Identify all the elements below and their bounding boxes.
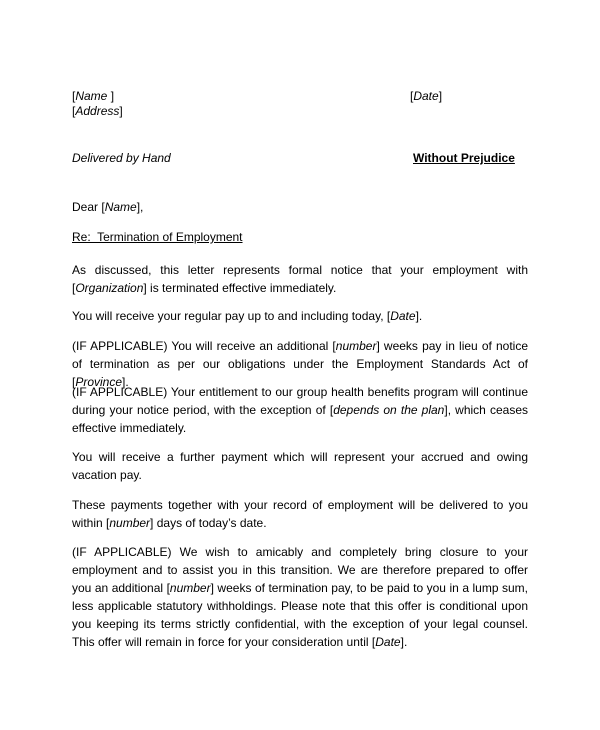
paragraph-notice: As discussed, this letter represents formal notice that your employment with [Organization] is terminated effective immediately. bbox=[72, 263, 528, 295]
address-line: [Address] bbox=[72, 104, 123, 118]
without-prejudice-label: Without Prejudice bbox=[413, 151, 515, 165]
paragraph-notice-pay: (IF APPLICABLE) You will receive an additional [number] weeks pay in lieu of notice of termination as per our obligations under the Employment Standards Act of [Province]. bbox=[72, 339, 529, 389]
salutation: Dear [Name], bbox=[72, 200, 144, 214]
paragraph-closure-offer: (IF APPLICABLE) We wish to amicably and completely bring closure to your employment and to assist you in this transition. We are therefore prepared to offer you an additional [number] weeks of termination pay, to be paid to you in a lump sum, less applicable statutory withholdings. Please note that this offer is conditional upon you keeping its terms strictly confidential, with the exception of your legal counsel. This offer will remain in force for your consideration until [Date]. bbox=[72, 545, 529, 649]
name-line: [Name ] bbox=[72, 89, 115, 103]
name-placeholder: Name bbox=[75, 89, 108, 103]
salutation-name: Name bbox=[104, 200, 137, 214]
address-placeholder: Address bbox=[75, 104, 120, 118]
date-line: [Date] bbox=[410, 89, 443, 103]
date-placeholder: Date bbox=[413, 89, 439, 103]
subject-line: Re: Termination of Employment bbox=[72, 230, 243, 244]
paragraph-record-of-employment: These payments together with your record of employment will be delivered to you within [number] days of today’s date. bbox=[72, 498, 528, 530]
paragraph-regular-pay: You will receive your regular pay up to and including today, [Date]. bbox=[72, 309, 423, 323]
paragraph-vacation-pay: You will receive a further payment which will represent your accrued and owing vacation pay. bbox=[72, 450, 528, 482]
paragraph-health-benefits: (IF APPLICABLE) Your entitlement to our group health benefits program will continue during your notice period, with the exception of [depends on the plan], which ceases effective immediately. bbox=[72, 385, 528, 435]
delivery-method: Delivered by Hand bbox=[72, 151, 171, 165]
